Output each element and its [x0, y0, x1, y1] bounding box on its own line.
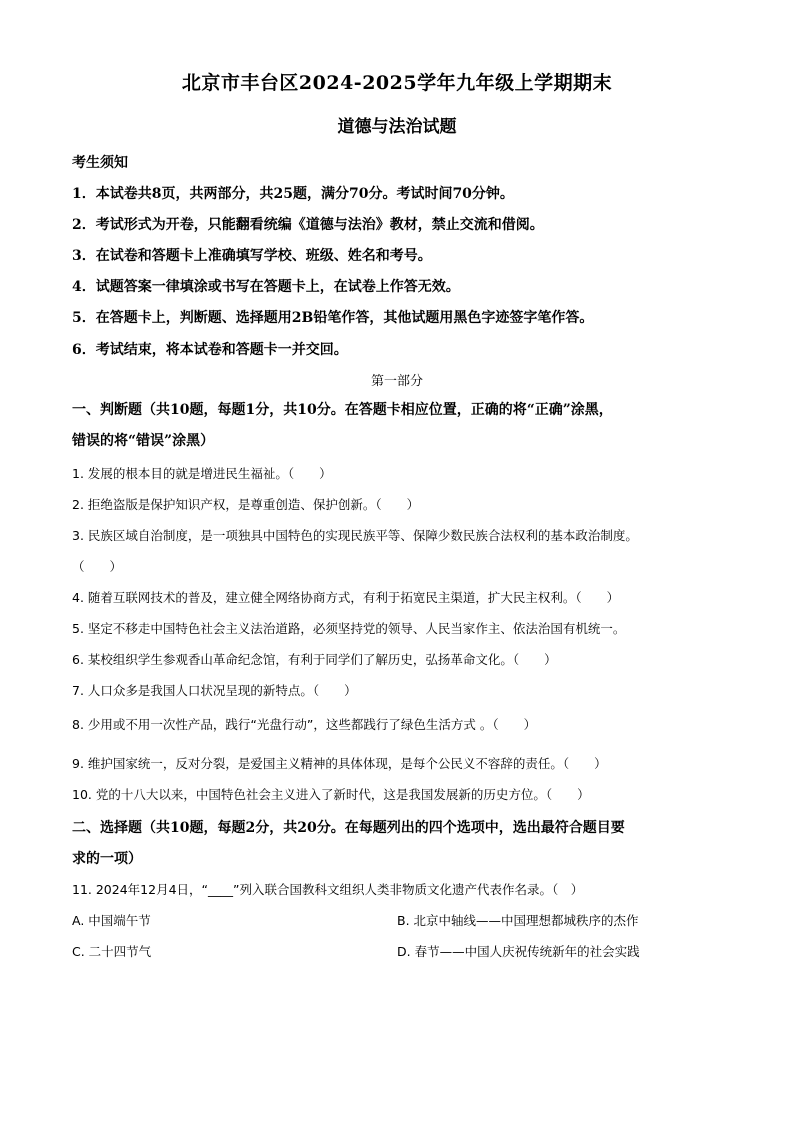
notice-item: 4．试题答案一律填涂或书写在答题卡上，在试卷上作答无效。: [72, 279, 460, 295]
question-7: 7. 人口众多是我国人口状况呈现的新特点。（ ）: [72, 683, 357, 698]
question-3-cont: （ ）: [72, 559, 123, 574]
notice-item: 2．考试形式为开卷，只能翻看统编《道德与法治》教材，禁止交流和借阅。: [72, 217, 544, 233]
option-c: C. 二十四节气: [72, 944, 152, 959]
option-d: D. 春节——中国人庆祝传统新年的社会实践: [397, 944, 640, 959]
notice-item: 3．在试卷和答题卡上准确填写学校、班级、姓名和考号。: [72, 248, 432, 264]
question-9: 9. 维护国家统一，反对分裂，是爱国主义精神的具体体现，是每个公民义不容辞的责任。（ ）: [72, 756, 607, 771]
option-a: A. 中国端午节: [72, 913, 151, 928]
question-1: 1. 发展的根本目的就是增进民生福祉。（ ）: [72, 466, 332, 481]
question-8: 8. 少用或不用一次性产品，践行“光盘行动”，这些都践行了绿色生活方式 。（ ）: [72, 717, 537, 732]
notice-heading: 考生须知: [72, 155, 128, 171]
part-heading: 第一部分: [370, 374, 423, 389]
question-4: 4. 随着互联网技术的普及，建立健全网络协商方式，有利于拓宽民主渠道，扩大民主权利。（ ）: [72, 590, 620, 605]
option-b: B. 北京中轴线——中国理想都城秩序的杰作: [397, 913, 639, 928]
question-3: 3. 民族区域自治制度，是一项独具中国特色的实现民族平等、保障少数民族合法权利的基本政治制度。: [72, 528, 638, 543]
section1-heading-cont: 错误的将“错误”涂黑）: [72, 433, 215, 449]
notice-item: 5．在答题卡上，判断题、选择题用2B铅笔作答，其他试题用黑色字迹签字笔作答。: [72, 310, 594, 326]
notice-item: 6．考试结束，将本试卷和答题卡一并交回。: [72, 342, 348, 358]
question-10: 10. 党的十八大以来，中国特色社会主义进入了新时代，这是我国发展新的历史方位。（ ）: [72, 787, 590, 802]
section2-heading-cont: 求的一项）: [72, 851, 142, 867]
question-5: 5. 坚定不移走中国特色社会主义法治道路，必须坚持党的领导、人民当家作主、依法治国有机统一。: [72, 621, 626, 636]
document-title: 北京市丰台区2024-2025学年九年级上学期期末: [181, 72, 613, 94]
document-subtitle: 道德与法治试题: [337, 117, 457, 137]
question-11: 11. 2024年12月4日，“____”列入联合国教科文组织人类非物质文化遗产代表作名录。（ ）: [72, 882, 584, 897]
section1-heading: 一、判断题（共10题，每题1分，共10分。在答题卡相应位置，正确的将“正确”涂黑，: [72, 402, 613, 418]
question-6: 6. 某校组织学生参观香山革命纪念馆，有利于同学们了解历史，弘扬革命文化。（ ）: [72, 652, 557, 667]
section2-heading: 二、选择题（共10题，每题2分，共20分。在每题列出的四个选项中，选出最符合题目要: [72, 820, 625, 836]
notice-item: 1．本试卷共8页，共两部分，共25题，满分70分。考试时间70分钟。: [72, 186, 514, 202]
question-2: 2. 拒绝盗版是保护知识产权，是尊重创造、保护创新。（ ）: [72, 497, 420, 512]
